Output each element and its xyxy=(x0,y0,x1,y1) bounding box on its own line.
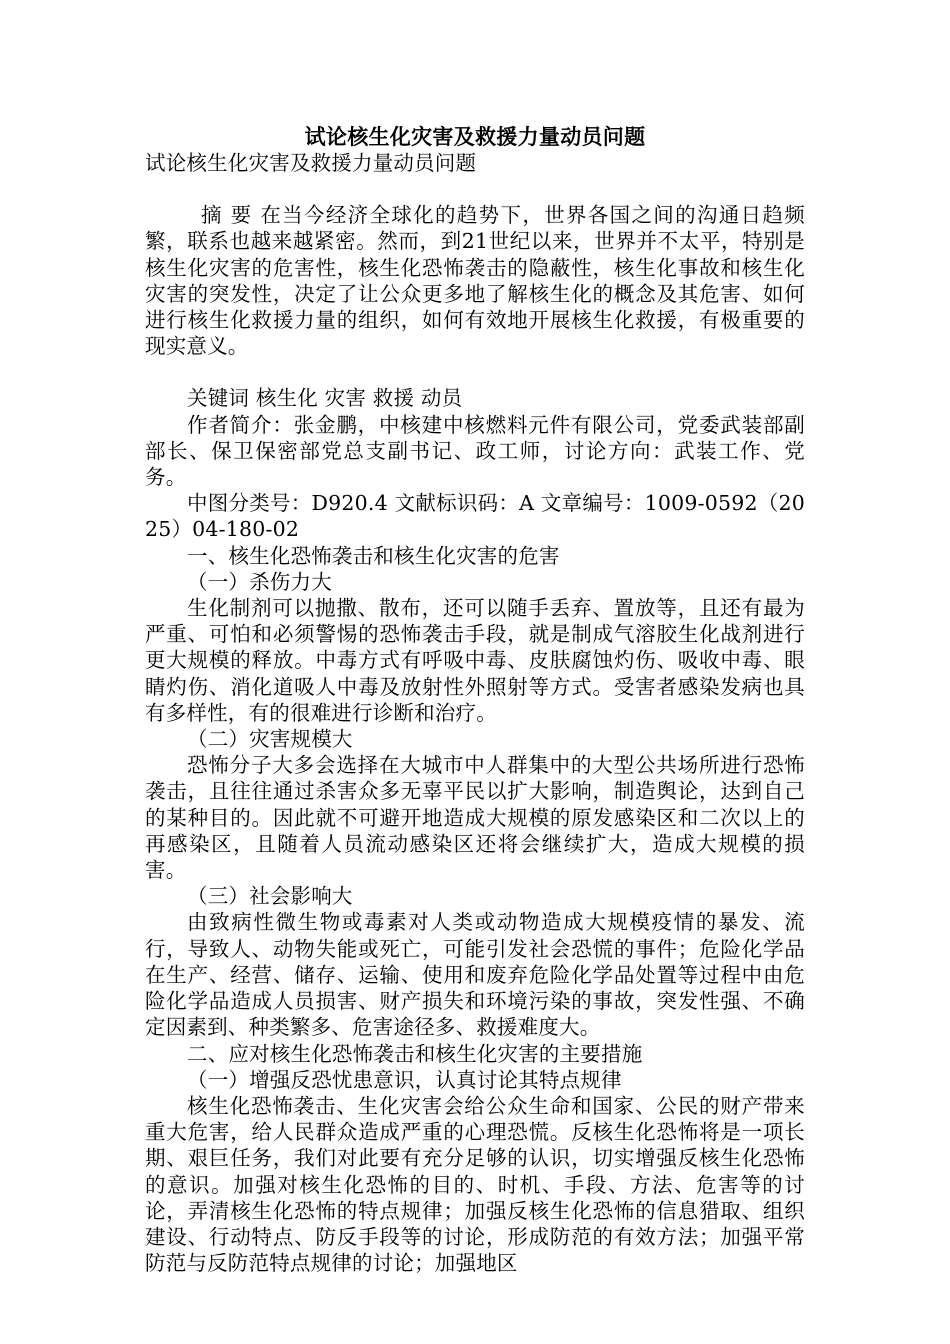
body-paragraph: 生化制剂可以抛撒、散布，还可以随手丢弃、置放等，且还有最为严重、可怕和必须警惕的恐怖袭击手段，就是制成气溶胶生化战剂进行更大规模的释放。中毒方式有呼吸中毒、皮肤腐蚀灼伤、吸收中毒、眼睛灼伤、消化道吸人中毒及放射性外照射等方式。受害者感染发病也具有多样性，有的很难进行诊断和治疗。 xyxy=(145,596,805,725)
keywords-line: 关键词 核生化 灾害 救援 动员 xyxy=(187,386,463,411)
document-subtitle: 试论核生化灾害及救援力量动员问题 xyxy=(145,151,477,175)
subsection-heading: （三）社会影响大 xyxy=(187,884,353,909)
subsection-heading: （一）杀伤力大 xyxy=(187,569,332,594)
body-paragraph: 恐怖分子大多会选择在大城市中人群集中的大型公共场所进行恐怖袭击，且往往通过杀害众多无辜平民以扩大影响，制造舆论，达到自己的某种目的。因此就不可避开地造成大规模的原发感染区和二次以上的再感染区，且随着人员流动感染区还将会继续扩大，造成大规模的损害。 xyxy=(145,753,805,883)
abstract-paragraph: 摘 要 在当今经济全球化的趋势下，世界各国之间的沟通日趋频繁，联系也越来越紧密。然而，到21世纪以来，世界并不太平，特别是核生化灾害的危害性，核生化恐怖袭击的隐蔽性，核生化事故和核生化灾害的突发性，决定了让公众更多地了解核生化的概念及其危害、如何进行核生化救援力量的组织，如何有效地开展核生化救援，有极重要的现实意义。 xyxy=(145,203,805,359)
author-intro: 作者简介：张金鹏，中核建中核燃料元件有限公司，党委武装部副部长、保卫保密部党总支副书记、政工师，讨论方向：武装工作、党务。 xyxy=(145,412,805,490)
section-heading: 二、应对核生化恐怖袭击和核生化灾害的主要措施 xyxy=(187,1041,643,1066)
document-body xyxy=(145,150,805,1276)
section-heading: 一、核生化恐怖袭击和核生化灾害的危害 xyxy=(187,543,560,568)
body-paragraph: 核生化恐怖袭击、生化灾害会给公众生命和国家、公民的财产带来重大危害，给人民群众造成严重的心理恐慌。反核生化恐怖将是一项长期、艰巨任务，我们对此要有充分足够的认识，切实增强反核生化恐怖的意识。加强对核生化恐怖的目的、时机、手段、方法、危害等的讨论，弄清核生化恐怖的特点规律；加强反核生化恐怖的信息猎取、组织建设、行动特点、防反手段等的讨论，形成防范的有效方法；加强平常防范与反防范特点规律的讨论；加强地区 xyxy=(145,1093,805,1276)
subsection-heading: （二）灾害规模大 xyxy=(187,727,353,752)
spacer xyxy=(145,359,805,385)
document-title: 试论核生化灾害及救援力量动员问题 xyxy=(304,124,646,149)
spacer xyxy=(145,176,805,202)
classification-info: 中图分类号：D920.4 文献标识码：A 文章编号：1009-0592（2025）04-180-02 xyxy=(145,491,805,542)
body-paragraph: 由致病性微生物或毒素对人类或动物造成大规模疫情的暴发、流行，导致人、动物失能或死亡，可能引发社会恐慌的事件；危险化学品在生产、经营、储存、运输、使用和废弃危险化学品处置等过程中由危险化学品造成人员损害、财产损失和环境污染的事故，突发性强、不确定因素到、种类繁多、危害途径多、救援难度大。 xyxy=(145,910,805,1040)
subsection-heading: （一）增强反恐忧患意识，认真讨论其特点规律 xyxy=(187,1067,622,1092)
